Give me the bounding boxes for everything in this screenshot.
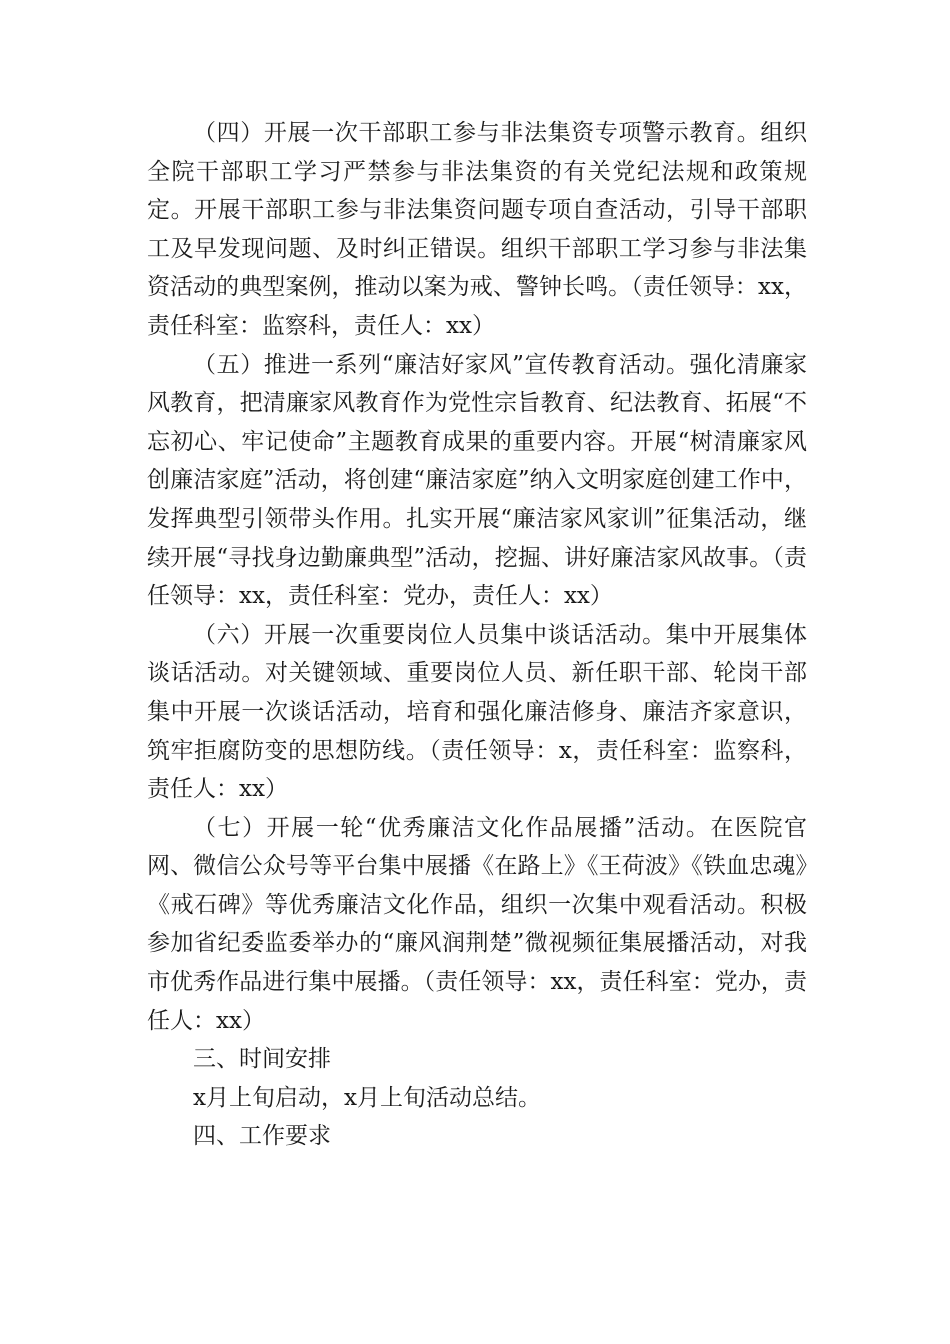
document-body [147, 114, 807, 1156]
paragraph-item-7-culture-works: （七）开展一轮“优秀廉洁文化作品展播”活动。在医院官网、微信公众号等平台集中展播《在路上》《王荷波》《铁血忠魂》《戒石碑》等优秀廉洁文化作品，组织一次集中观看活动。积极参加省纪委监委举办的“廉风润荆楚”微视频征集展播活动，对我市优秀作品进行集中展播。（责任领导：xx，责任科室：党办，责任人：xx） [147, 814, 807, 1034]
paragraph-item-4-warning-education: （四）开展一次干部职工参与非法集资专项警示教育。组织全院干部职工学习严禁参与非法集资的有关党纪法规和政策规定。开展干部职工参与非法集资问题专项自查活动，引导干部职工及早发现问题、及时纠正错误。组织干部职工学习参与非法集资活动的典型案例，推动以案为戒、警钟长鸣。（责任领导：xx，责任科室：监察科，责任人：xx） [147, 120, 807, 339]
section-heading-schedule: 三、时间安排 [193, 1046, 331, 1073]
paragraph-schedule: x月上旬启动，x月上旬活动总结。 [193, 1084, 541, 1111]
paragraph-item-5-family-style: （五）推进一系列“廉洁好家风”宣传教育活动。强化清廉家风教育，把清廉家风教育作为党性宗旨教育、纪法教育、拓展“不忘初心、牢记使命”主题教育成果的重要内容。开展“树清廉家风创廉洁家庭”活动，将创建“廉洁家庭”纳入文明家庭创建工作中，发挥典型引领带头作用。扎实开展“廉洁家风家训”征集活动，继续开展“寻找身边勤廉典型”活动，挖掘、讲好廉洁家风故事。（责任领导：xx，责任科室：党办，责任人：xx） [147, 351, 807, 610]
paragraph-item-6-key-post-talks: （六）开展一次重要岗位人员集中谈话活动。集中开展集体谈话活动。对关键领域、重要岗位人员、新任职干部、轮岗干部集中开展一次谈话活动，培育和强化廉洁修身、廉洁齐家意识，筑牢拒腐防变的思想防线。（责任领导：x，责任科室：监察科，责任人：xx） [147, 621, 807, 803]
section-heading-requirements: 四、工作要求 [193, 1123, 331, 1150]
